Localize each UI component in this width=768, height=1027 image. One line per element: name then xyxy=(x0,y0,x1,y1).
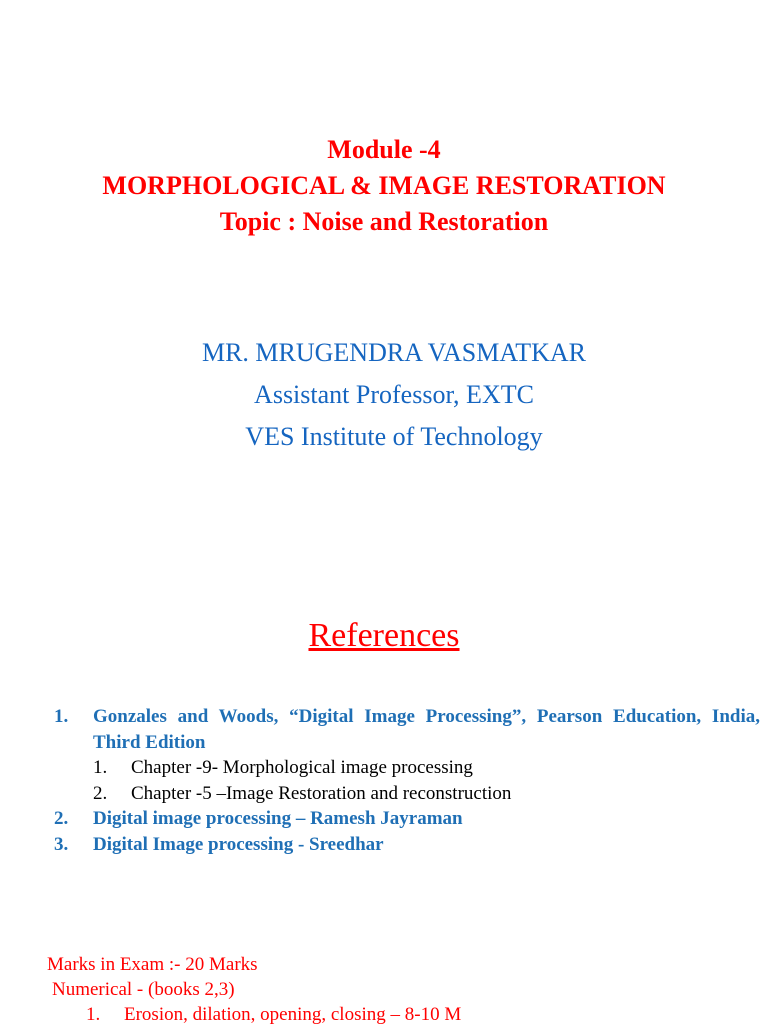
marks-item-number: 1. xyxy=(86,1004,101,1025)
marks-item-text: Erosion, dilation, opening, closing – 8-10 M xyxy=(124,1004,462,1025)
author-name: MR. MRUGENDRA VASMATKAR xyxy=(201,338,587,367)
references-heading: References xyxy=(308,617,460,654)
reference-text: Digital image processing – Ramesh Jayraman xyxy=(93,808,463,829)
subitem-number: 2. xyxy=(93,782,108,804)
exam-marks xyxy=(0,952,768,1027)
subitem-number: 1. xyxy=(93,757,108,778)
module-number: Module -4 xyxy=(327,135,441,164)
reference-number: 1. xyxy=(54,706,69,727)
marks-numerical: Numerical - (books 2,3) xyxy=(52,979,235,1000)
reference-number: 3. xyxy=(54,833,69,855)
reference-item xyxy=(0,806,768,832)
reference-item xyxy=(0,832,768,858)
reference-item xyxy=(0,704,768,755)
module-title xyxy=(0,132,768,240)
marks-total: Marks in Exam :- 20 Marks xyxy=(47,954,258,975)
subitem-text: Chapter -5 –Image Restoration and reconstruction xyxy=(131,782,512,804)
references-list xyxy=(0,704,768,857)
author-designation: Assistant Professor, EXTC xyxy=(254,380,534,409)
module-name: MORPHOLOGICAL & IMAGE RESTORATION xyxy=(102,171,666,200)
marks-item xyxy=(0,1002,768,1027)
reference-subitem xyxy=(0,755,768,781)
reference-text: Gonzales and Woods, “Digital Image Processing”, Pearson Education, India, Third Edition xyxy=(93,706,760,753)
author-institute: VES Institute of Technology xyxy=(245,422,543,451)
reference-subitem xyxy=(0,781,768,807)
author-info xyxy=(20,332,768,458)
reference-number: 2. xyxy=(54,808,69,829)
topic-title: Topic : Noise and Restoration xyxy=(219,207,549,236)
reference-text: Digital Image processing - Sreedhar xyxy=(93,833,384,855)
subitem-text: Chapter -9- Morphological image processing xyxy=(131,757,473,778)
